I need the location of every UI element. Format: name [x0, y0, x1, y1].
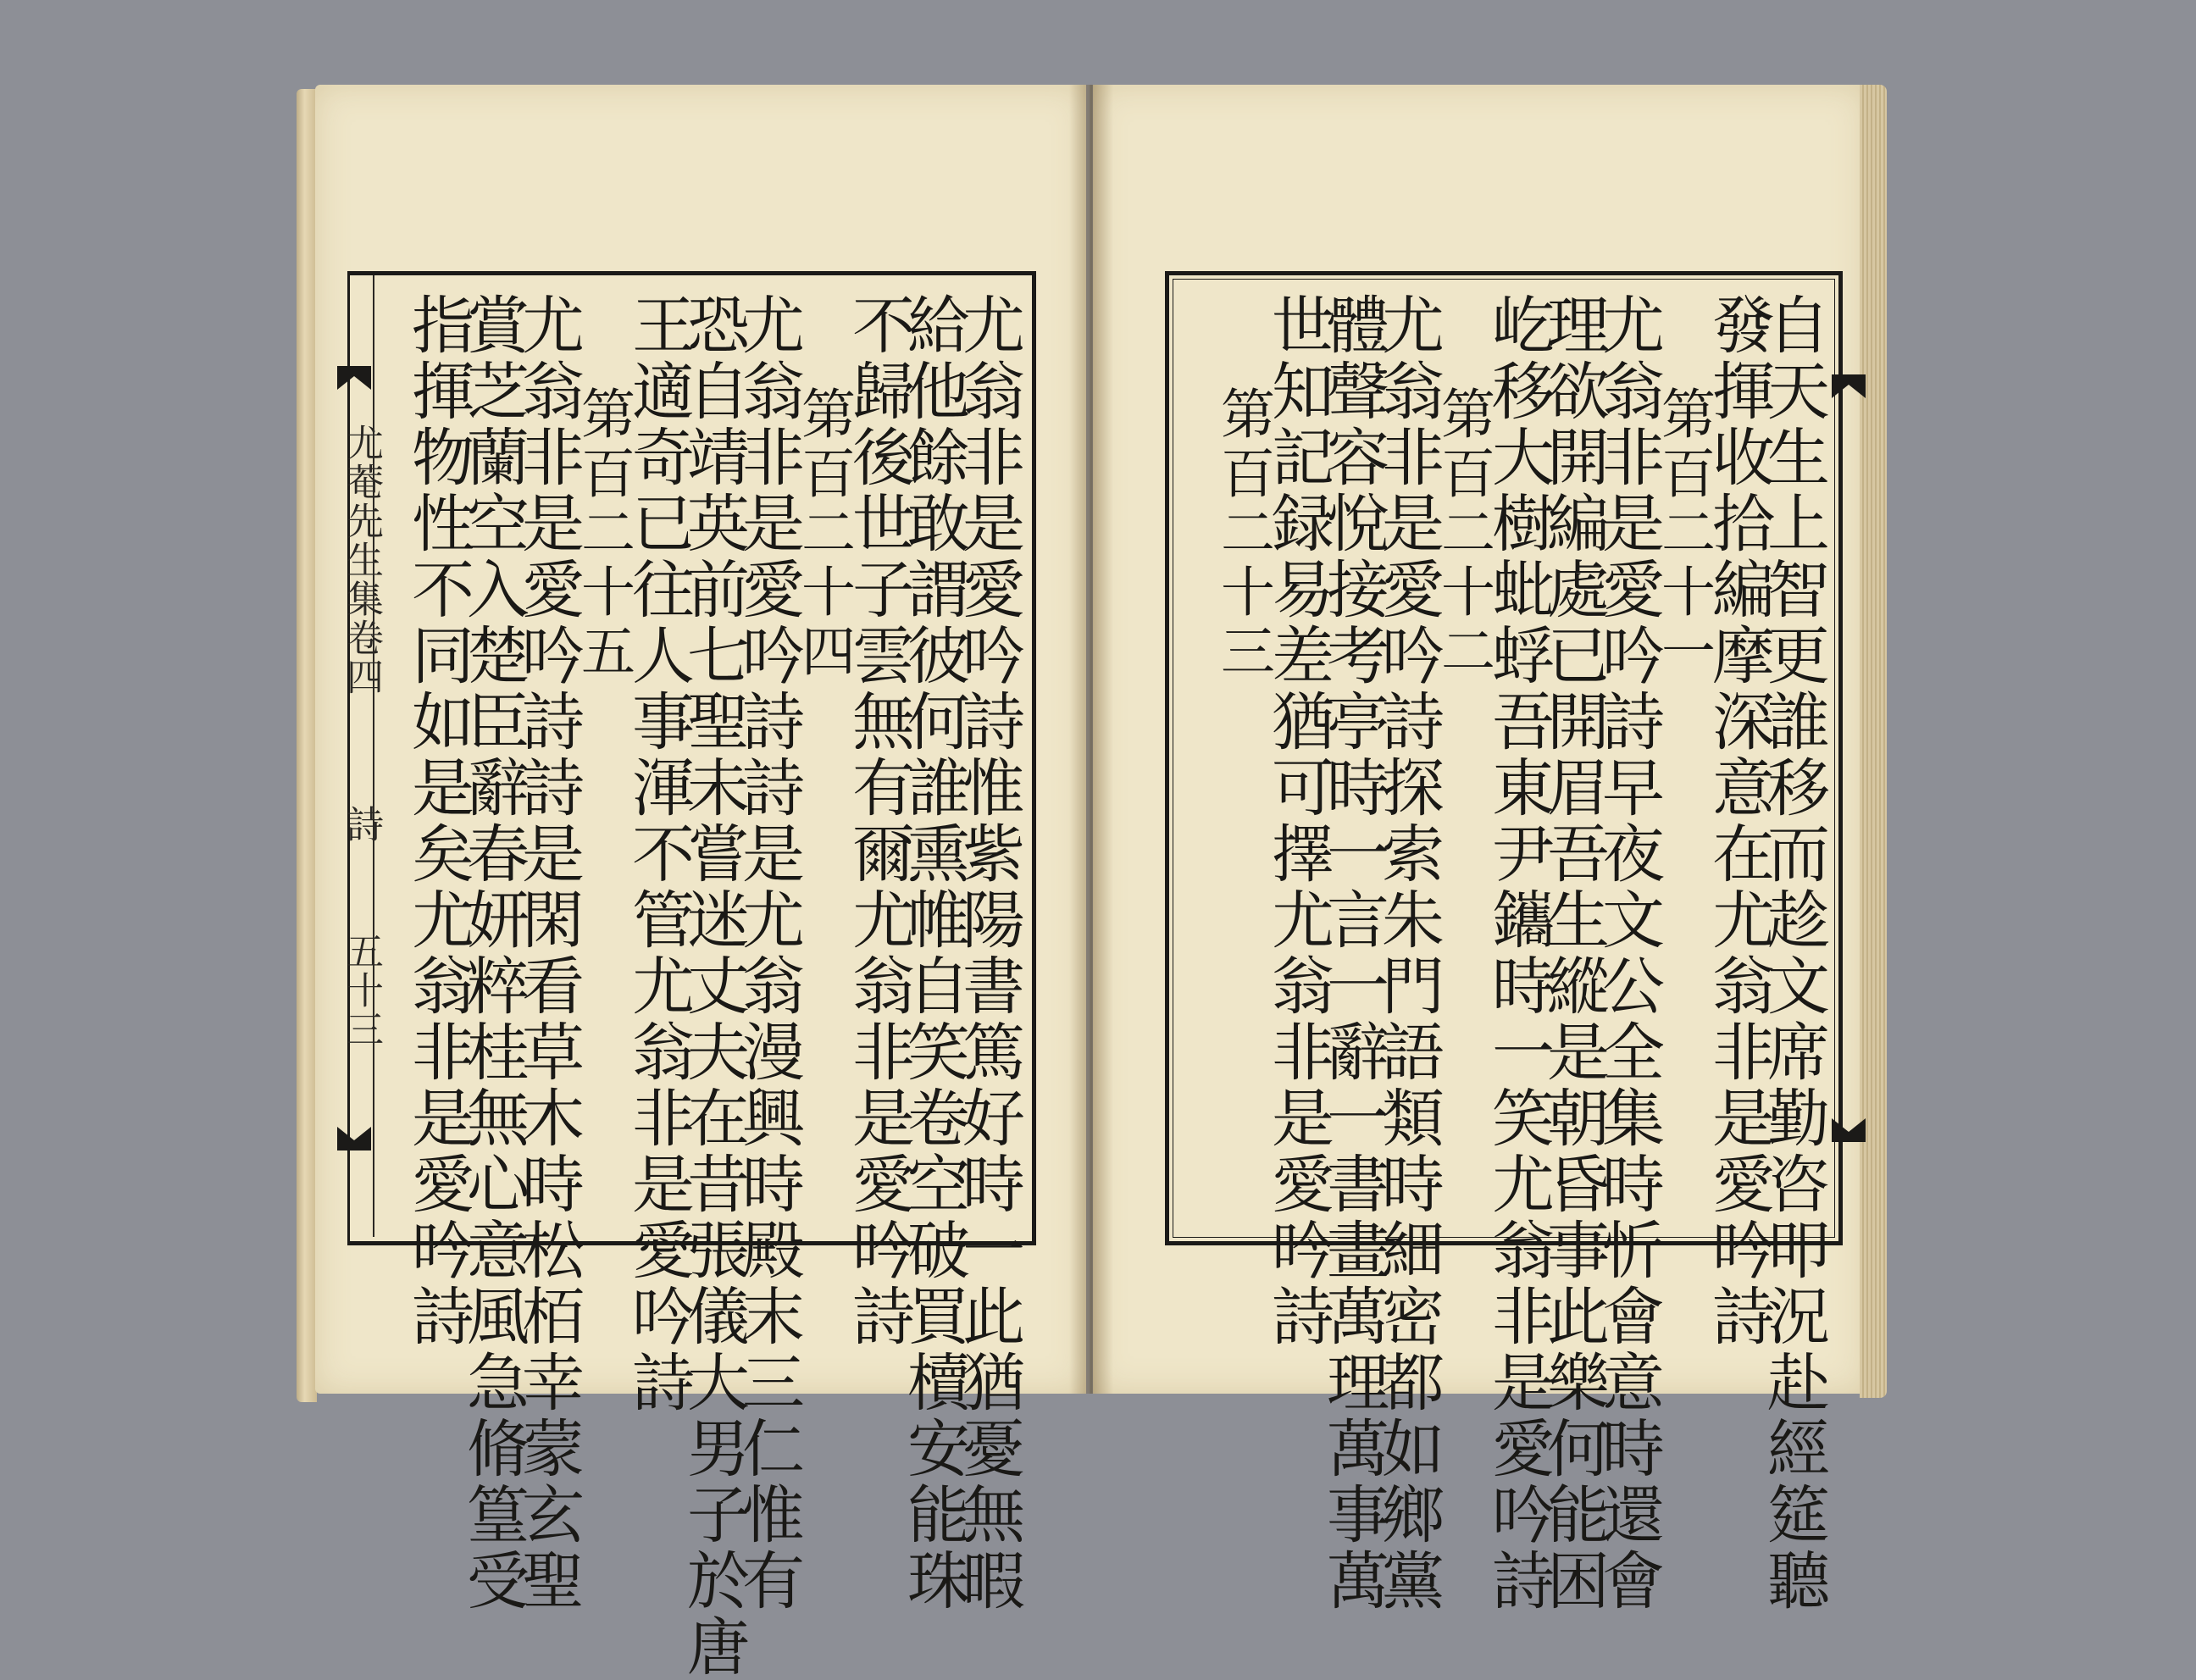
right-col-10: 世知記録易差猶可擇尤翁非是愛吟詩	[1262, 292, 1334, 1350]
margin-page-number: 五十三	[340, 932, 383, 1049]
book-edge-left	[297, 89, 317, 1402]
right-col-1: 自天生上智更誰移而趁文席勤咨叩況赴經筵聽	[1757, 292, 1830, 1614]
left-col-10: 賞芝蘭空入楚臣辭春妍粹桂無心意風急脩篁受	[457, 292, 530, 1614]
right-col-5: 理欲開編處已開眉吾生縱是朝昏事此樂何能困	[1537, 292, 1610, 1614]
book-edge-right	[1860, 85, 1887, 1398]
right-col-2: 發揮收拾編摩深意在尤翁非是愛吟詩	[1702, 292, 1775, 1350]
left-col-3: 不歸後世子雲無有爾尤翁非是愛吟詩	[842, 292, 915, 1350]
right-col-4: 尤翁非是愛吟詩早夜文公全集時忻會意時還會	[1592, 292, 1665, 1614]
right-heading-122: 第百二十二	[1432, 385, 1494, 682]
right-col-6: 屹移大樹蚍蜉吾東尹鑴時一笑尤翁非是愛吟詩	[1482, 292, 1555, 1614]
left-col-7: 王適奇已往人事渾不管尤翁非是愛吟詩	[622, 292, 695, 1416]
margin-title: 尤菴先生集卷四	[340, 424, 383, 696]
right-fishtail-bottom-icon	[1830, 1093, 1867, 1144]
left-col-5: 尤翁非是愛吟詩詩是尤翁漫興時殿末三仁惟有	[732, 292, 805, 1614]
right-heading-121: 第百二十一	[1652, 385, 1715, 682]
left-heading-124: 第百二十四	[792, 385, 855, 682]
left-col-11: 指揮物性不同如是矣尤翁非是愛吟詩	[402, 292, 474, 1350]
left-col-9: 尤翁非是愛吟詩詩是閑看草木時松栢幸蒙玄聖	[512, 292, 585, 1614]
book-gutter	[1069, 85, 1113, 1394]
right-heading-123: 第百二十三	[1212, 385, 1274, 682]
fishtail-bottom-icon	[336, 1101, 373, 1152]
margin-section: 詩	[340, 805, 383, 844]
right-fishtail-top-icon	[1830, 373, 1867, 424]
left-col-1: 尤翁非是愛吟詩惟紫陽書篤好時一此猶憂無暇	[952, 292, 1025, 1614]
fishtail-top-icon	[336, 364, 373, 415]
left-col-6: 恐自靖英前七聖未嘗迷丈夫在昔張儀大男子於唐	[677, 292, 750, 1680]
left-heading-125: 第百二十五	[572, 385, 635, 682]
right-col-9: 體聲容悅接考亭時一言一辭一書畫萬理萬事萬	[1317, 292, 1389, 1614]
left-col-2: 給他餘敢謂彼何誰熏帷自笑卷空破買櫝安能珠	[897, 292, 970, 1614]
strip-rule-inner	[373, 275, 374, 1237]
right-col-8: 尤翁非是愛吟詩探索朱門語類時細密都如鄉黨	[1372, 292, 1445, 1614]
